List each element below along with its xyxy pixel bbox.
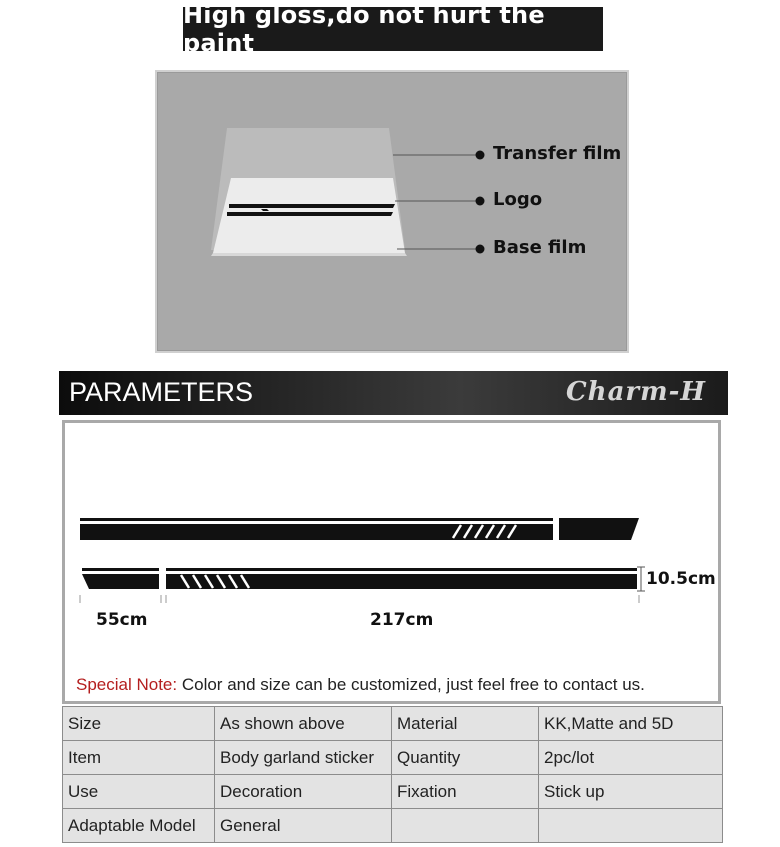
brand-logo: Charm-H: [565, 377, 706, 407]
table-row: [63, 707, 723, 741]
spec-value: KK,Matte and 5D: [539, 707, 723, 741]
spec-key: Adaptable Model: [63, 809, 215, 843]
spec-key: Fixation: [392, 775, 539, 809]
special-note-label: Special Note:: [76, 675, 178, 694]
spec-key: Size: [63, 707, 215, 741]
parameters-title: PARAMETERS: [69, 377, 254, 407]
special-note-text: Color and size can be customized, just feel free to contact us.: [177, 675, 645, 694]
base-film-label: Base film: [493, 237, 587, 258]
spec-key: Material: [392, 707, 539, 741]
film-layers-panel: [155, 70, 629, 353]
top-stripe: [80, 518, 639, 540]
spec-value: Decoration: [215, 775, 392, 809]
transfer-film-label: Transfer film: [493, 143, 622, 164]
table-row: [63, 775, 723, 809]
banner-text: High gloss,do not hurt the paint: [183, 1, 545, 57]
bottom-short-stripe: [82, 568, 159, 589]
spec-table: [62, 706, 723, 843]
spec-value: General: [215, 809, 392, 843]
spec-value: As shown above: [215, 707, 392, 741]
long-length-label: 217cm: [370, 610, 434, 630]
transfer-film-bullet: [476, 151, 485, 160]
film-layers-illustration: [157, 72, 627, 351]
height-label: 10.5cm: [646, 569, 716, 589]
spec-value: Body garland sticker: [215, 741, 392, 775]
logo-label: Logo: [493, 189, 543, 210]
height-dimension-line: [637, 567, 645, 591]
short-length-label: 55cm: [96, 610, 148, 630]
stripe-diagram: [65, 423, 718, 701]
spec-value: [539, 809, 723, 843]
spec-key: Item: [63, 741, 215, 775]
spec-key: Quantity: [392, 741, 539, 775]
spec-key: [392, 809, 539, 843]
spec-value: Stick up: [539, 775, 723, 809]
table-row: [63, 741, 723, 775]
pointer-lines: [393, 155, 479, 249]
base-film-bullet: [476, 245, 485, 254]
base-film-shadow: [211, 253, 407, 256]
spec-key: Use: [63, 775, 215, 809]
table-row: [63, 809, 723, 843]
logo-bullet: [476, 197, 485, 206]
length-dimension-lines: [80, 595, 639, 603]
top-banner: [183, 1, 603, 57]
dimensions-panel: [62, 420, 721, 704]
spec-value: 2pc/lot: [539, 741, 723, 775]
special-note: [76, 675, 645, 695]
parameters-header: [59, 371, 728, 415]
